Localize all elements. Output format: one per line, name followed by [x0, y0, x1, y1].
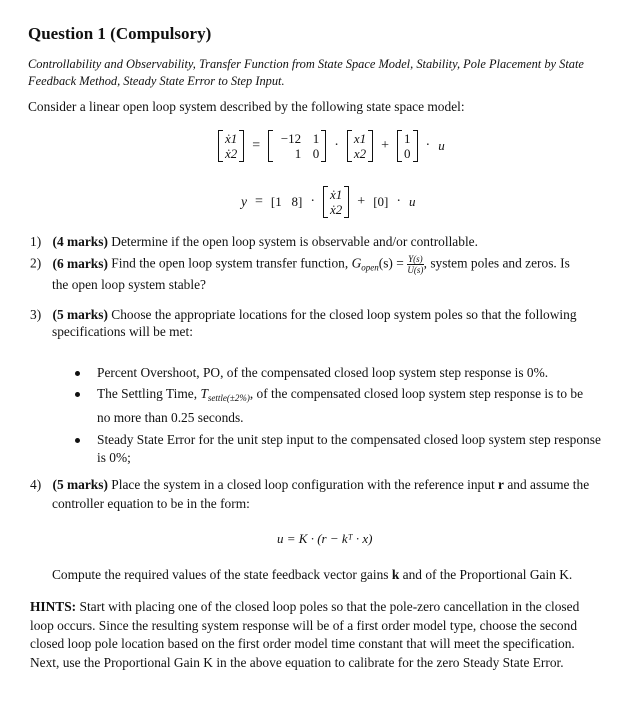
q2-text-a: Find the open loop system transfer function, — [111, 255, 349, 271]
spec-steady-text-b: is 0%; — [97, 450, 131, 465]
q4-text-b: and assume the — [507, 477, 590, 492]
state-derivative-vector — [218, 130, 244, 162]
a12: 1 — [312, 131, 320, 146]
q3-marks: (5 marks) — [52, 307, 108, 322]
state-vector — [347, 130, 373, 162]
spec-item-settling — [97, 385, 601, 407]
hint-line-3: closed loop pole location based on the first order model time constant that will meet the specification. — [30, 636, 575, 651]
a11: −12 — [280, 131, 302, 146]
a21: 1 — [294, 146, 302, 161]
q4-r: r — [498, 477, 504, 492]
transfer-fraction — [407, 254, 424, 275]
hints-label: HINTS: — [30, 599, 77, 614]
a22: 0 — [312, 146, 320, 161]
q2-g: G — [351, 255, 362, 271]
x1-dot: ẋ1 — [225, 131, 238, 146]
q3-number: 3) — [30, 307, 42, 322]
state-equation: ẋ1 ẋ2 = −12 1 1 0 · x1 x2 + 1 0 · u — [218, 130, 445, 162]
out-x2-dot: ẋ2 — [330, 202, 343, 217]
settling-sub: settle(±2%) — [207, 393, 250, 403]
matrix-c: [1 8] — [270, 194, 303, 209]
spec-settling-text-b: , of the compensated closed loop system step response is to be — [249, 386, 584, 401]
question-1 — [30, 234, 478, 250]
q4-number: 4) — [30, 477, 42, 492]
fraction-numerator: Y(s) — [408, 254, 423, 264]
hint-line-1-text: Start with placing one of the closed loop poles so that the pole-zero cancellation in the closed — [79, 599, 580, 614]
x2: x2 — [353, 146, 367, 161]
q2-g-arg: (s) = — [378, 255, 404, 271]
bullet-dot — [75, 392, 80, 397]
spec-item-steady-state — [97, 431, 601, 448]
spec-overshoot-text: Percent Overshoot, PO, of the compensated closed loop system step response is 0%. — [97, 365, 549, 380]
bullet-dot — [75, 371, 80, 376]
bullet-dot — [75, 438, 80, 443]
compute-text-a: Compute the required values of the state feedback vector gains — [52, 567, 389, 582]
question-topics: Controllability and Observability, Transfer Function from State Space Model, Stability, Pole Placement by State Feedback Method, Steady State Error to Step Input. — [28, 57, 584, 88]
q3-text-b: specifications will be met: — [52, 324, 193, 339]
spec-steady-text-a: Steady State Error for the unit step input to the compensated closed loop system step response — [97, 432, 601, 447]
compute-k: k — [391, 567, 400, 582]
hints-block — [30, 598, 579, 672]
hint-line-4: Next, use the Proportional Gain K in the above equation to calibrate for the zero Steady State Error. — [30, 654, 564, 670]
q1-marks: (4 marks) — [52, 234, 108, 249]
output-equation: y = [1 8] · ẋ1 ẋ2 + [0] · u — [241, 187, 416, 217]
specification-list — [97, 364, 601, 466]
out-x1-dot: ẋ1 — [330, 187, 343, 202]
controller-equation: u = K · (r − kᵀ · x) — [277, 531, 373, 546]
fraction-denominator: U(s) — [407, 265, 424, 275]
q3-text-a: Choose the appropriate locations for the closed loop system poles so that the following — [111, 307, 577, 322]
q4-text-a: Place the system in a closed loop configuration with the reference input — [111, 477, 495, 492]
q2-text-c: the open loop system stable? — [52, 277, 206, 292]
b2: 0 — [404, 146, 411, 161]
output-u: u — [409, 194, 416, 209]
spec-item-overshoot — [97, 364, 601, 381]
output-y: y — [241, 194, 247, 209]
settling-t: T — [200, 386, 208, 401]
q2-g-sub: open — [361, 262, 379, 273]
question-3 — [30, 307, 577, 323]
question-2 — [30, 254, 570, 275]
q4-text-c: controller equation to be in the form: — [52, 496, 250, 511]
question-title: Question 1 (Compulsory) — [28, 24, 212, 43]
b1: 1 — [404, 131, 411, 146]
spec-settling-text-a: The Settling Time, — [97, 386, 198, 401]
output-state-vector — [323, 186, 349, 218]
q2-marks: (6 marks) — [52, 255, 108, 271]
intro-text: Consider a linear open loop system described by the following state space model: — [28, 99, 465, 114]
compute-instruction — [52, 567, 572, 583]
x2-dot: ẋ2 — [225, 146, 238, 161]
matrix-b — [397, 130, 418, 162]
spec-settling-text-c: no more than 0.25 seconds. — [97, 410, 244, 425]
q1-number: 1) — [30, 234, 42, 249]
hint-line-1 — [30, 598, 579, 617]
compute-text-b: and of the Proportional Gain K. — [402, 567, 573, 582]
q2-text-b: , system poles and zeros. Is — [423, 255, 570, 271]
q1-text: Determine if the open loop system is observable and/or controllable. — [111, 234, 478, 249]
hint-line-2: loop occurs. Since the resulting system response will be of a first order model type, choose the second — [30, 617, 578, 633]
q2-number: 2) — [30, 255, 42, 271]
x1: x1 — [353, 131, 367, 146]
matrix-d: [0] — [373, 194, 389, 209]
question-4 — [30, 477, 589, 493]
input-u: u — [438, 138, 445, 153]
q4-marks: (5 marks) — [52, 477, 108, 492]
matrix-a — [268, 130, 326, 162]
